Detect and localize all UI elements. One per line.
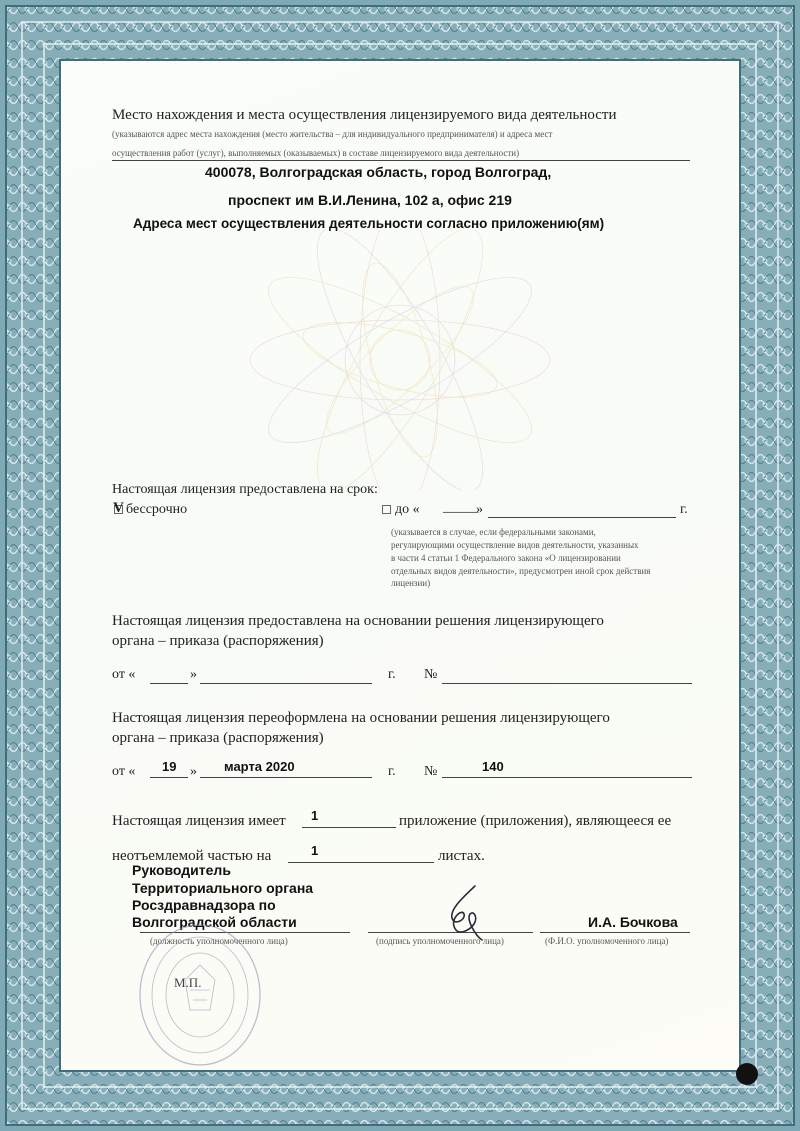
position-line-2: Территориального органа: [132, 880, 314, 896]
annex-sheets: 1: [311, 843, 319, 858]
check-mark: V: [113, 500, 124, 516]
official-seal: [135, 920, 265, 1070]
term-note-line-3: в части 4 статьи 1 Федерального закона «О лицензировании: [391, 553, 621, 563]
term-note-line-1: (указывается в случае, если федеральными законами,: [391, 527, 596, 537]
granted-day-line: [150, 683, 188, 684]
granted-number-line: [442, 683, 692, 684]
annex-line-2-suffix: листах.: [438, 848, 485, 864]
term-note-line-4: отдельных видов деятельности», предусмотрен иной срок действия: [391, 566, 651, 576]
granted-year-suffix: г.: [388, 667, 396, 682]
name-line: [540, 932, 690, 933]
annex-line-2-prefix: неотъемлемой частью на: [112, 848, 272, 864]
annex-line-1-prefix: Настоящая лицензия имеет: [112, 813, 286, 829]
hole-punch-mark: [736, 1063, 758, 1085]
reissued-number: 140: [482, 759, 504, 774]
until-day-blank: _____: [443, 500, 478, 515]
granted-from-label: от «: [112, 667, 136, 682]
term-note-line-5: лицензии): [391, 578, 431, 588]
granted-date-line: [200, 683, 372, 684]
hint-underline: [112, 160, 690, 161]
until-prefix: до «: [395, 502, 420, 517]
reissued-day: 19: [162, 759, 177, 774]
reissued-year-suffix: г.: [388, 764, 396, 779]
term-label: Настоящая лицензия предоставлена на срок:: [112, 482, 378, 497]
annex-sheets-line: [288, 862, 434, 863]
caption-name: (Ф.И.О. уполномоченного лица): [545, 936, 669, 946]
reissued-month-year: марта 2020: [224, 759, 295, 774]
reissued-date-line: [200, 777, 372, 778]
granted-number-sign: №: [424, 667, 438, 682]
annex-line-1-suffix: приложение (приложения), являющееся ее: [399, 813, 672, 829]
granted-line-2: органа – приказа (распоряжения): [112, 633, 324, 649]
signatory-name: И.А. Бочкова: [588, 914, 678, 930]
annex-count-line: [302, 827, 396, 828]
position-line-1: Руководитель: [132, 862, 231, 878]
until-year-suffix: г.: [680, 502, 688, 517]
indefinite-label: бессрочно: [126, 502, 188, 517]
caption-position: (должность уполномоченного лица): [150, 936, 288, 946]
granted-line-1: Настоящая лицензия предоставлена на основании решения лицензирующего: [112, 613, 604, 629]
address-hint-line-1: (указываются адрес места нахождения (место жительства – для индивидуального предпринимателя) и адреса мест: [112, 129, 553, 139]
handwritten-signature: [430, 880, 500, 950]
reissued-number-sign: №: [424, 764, 438, 779]
until-date-checkbox: [382, 505, 391, 514]
section-title: Место нахождения и места осуществления лицензируемого вида деятельности: [112, 107, 617, 123]
until-date-line: [488, 517, 676, 518]
address-line-1: 400078, Волгоградская область, город Волгоград,: [205, 164, 552, 180]
annex-count: 1: [311, 808, 319, 823]
rosette-watermark: [200, 230, 600, 490]
reissued-day-line: [150, 777, 188, 778]
reissued-line-1: Настоящая лицензия переоформлена на основании решения лицензирующего: [112, 710, 610, 726]
granted-quote-close: »: [190, 667, 197, 682]
caption-signature: (подпись уполномоченного лица): [376, 936, 504, 946]
reissued-quote-close: »: [190, 764, 197, 779]
position-line-4: Волгоградской области: [132, 914, 297, 930]
position-line-3: Росздравнадзора по: [132, 897, 276, 913]
seal-label: М.П.: [174, 975, 202, 990]
address-hint-line-2: осуществления работ (услуг), выполняемых (оказываемых) в составе лицензируемого вида деятельности): [112, 148, 520, 158]
address-line-2: проспект им В.И.Ленина, 102 а, офис 219: [228, 192, 512, 208]
term-note-line-2: регулирующими осуществление видов деятельности, указанных: [391, 540, 639, 550]
reissued-from-label: от «: [112, 764, 136, 779]
reissued-number-line: [442, 777, 692, 778]
until-quote-close: »: [476, 502, 483, 517]
reissued-line-2: органа – приказа (распоряжения): [112, 730, 324, 746]
address-line-3: Адреса мест осуществления деятельности согласно приложению(ям): [133, 216, 605, 231]
